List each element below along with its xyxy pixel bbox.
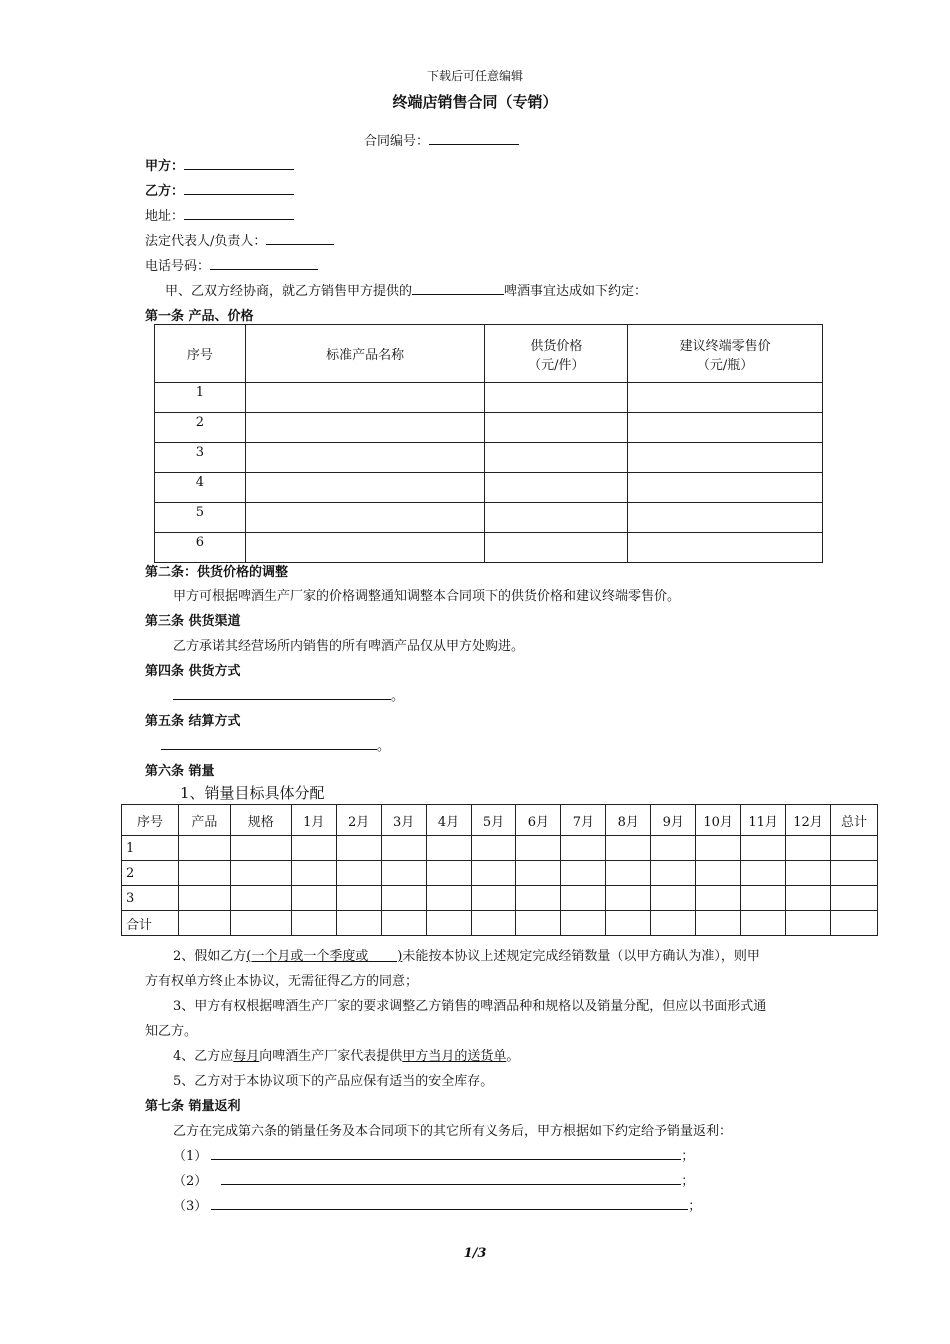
rebate-item-label: （3） — [173, 1199, 208, 1214]
cell[interactable] — [741, 861, 786, 886]
cell[interactable] — [471, 861, 516, 886]
row-number: 6 — [155, 533, 246, 563]
cell[interactable] — [336, 886, 381, 911]
retail-price-label: 建议终端零售价 — [679, 338, 771, 354]
cell[interactable] — [381, 861, 426, 886]
phone-line — [145, 255, 318, 274]
cell[interactable] — [381, 836, 426, 861]
cell[interactable] — [291, 911, 336, 936]
clause-6-4-end: 。 — [506, 1049, 520, 1064]
cell[interactable] — [831, 836, 878, 861]
contract-number — [364, 130, 519, 149]
phone-label: 电话号码： — [145, 259, 211, 274]
header-note: 下载后可任意编辑 — [426, 69, 523, 83]
header-month-3: 3月 — [381, 805, 426, 836]
cell[interactable] — [336, 911, 381, 936]
header-month-10: 10月 — [696, 805, 741, 836]
address-field[interactable] — [184, 205, 294, 220]
col-header-product-name: 标准产品名称 — [245, 325, 485, 383]
cell[interactable] — [291, 836, 336, 861]
party-b-label: 乙方： — [145, 184, 185, 199]
article-7-heading: 第七条 销量返利 — [145, 1099, 241, 1114]
clause-6-4-monthly: 每月 — [233, 1049, 260, 1064]
legal-rep-field[interactable] — [266, 230, 334, 245]
cell[interactable] — [516, 836, 561, 861]
cell[interactable] — [230, 836, 291, 861]
settlement-method-line — [161, 735, 390, 754]
cell[interactable] — [230, 861, 291, 886]
cell[interactable] — [230, 886, 291, 911]
cell[interactable] — [178, 836, 230, 861]
intro-before: 甲、乙双方经协商，就乙方销售甲方提供的 — [165, 284, 413, 299]
supply-price-cell[interactable] — [485, 533, 628, 563]
cell[interactable] — [561, 911, 606, 936]
cell[interactable] — [651, 836, 696, 861]
party-b-field[interactable] — [184, 180, 294, 195]
phone-field[interactable] — [210, 255, 318, 270]
rebate-item-label: （1） — [173, 1149, 208, 1164]
cell[interactable] — [786, 836, 831, 861]
cell[interactable] — [606, 886, 651, 911]
intro-paragraph — [165, 280, 647, 299]
cell[interactable] — [426, 836, 471, 861]
cell[interactable] — [561, 886, 606, 911]
party-b-line — [145, 180, 294, 199]
clause-6-2-rest: 未能按本协议上述规定完成经销数量（以甲方确认为准），则甲 — [402, 949, 760, 964]
row-label: 2 — [122, 861, 179, 886]
table-header-row — [155, 325, 823, 383]
cell[interactable] — [336, 861, 381, 886]
cell[interactable] — [831, 861, 878, 886]
cell[interactable] — [786, 886, 831, 911]
cell[interactable] — [606, 836, 651, 861]
clause-6-2-period: (一个月或一个季度或 ) — [246, 949, 403, 964]
party-a-line — [145, 155, 294, 174]
rebate-item-end: ； — [681, 1149, 695, 1164]
table-row — [155, 383, 823, 413]
cell[interactable] — [516, 886, 561, 911]
supply-price-cell[interactable] — [485, 473, 628, 503]
col-header-supply-price — [485, 325, 628, 383]
product-price-table — [154, 324, 823, 563]
cell[interactable] — [381, 886, 426, 911]
sales-target-subtitle: 1、销量目标具体分配 — [180, 784, 325, 802]
address-line — [145, 205, 294, 224]
supply-price-cell[interactable] — [485, 503, 628, 533]
contract-number-field[interactable] — [429, 130, 519, 145]
header-month-4: 4月 — [426, 805, 471, 836]
clause-6-4 — [173, 1045, 519, 1064]
article-3-text: 乙方承诺其经营场所内销售的所有啤酒产品仅从甲方处购进。 — [173, 639, 525, 654]
rebate-item-field[interactable] — [211, 1145, 681, 1160]
table-row — [122, 886, 878, 911]
header-month-2: 2月 — [336, 805, 381, 836]
page-title: 终端店销售合同（专销） — [392, 93, 558, 111]
product-name-cell[interactable] — [245, 443, 485, 473]
clause-6-4-start: 4、乙方应 — [173, 1049, 234, 1064]
cell[interactable] — [178, 911, 230, 936]
supply-price-unit: （元/件） — [528, 357, 585, 373]
header-month-11: 11月 — [741, 805, 786, 836]
contract-number-label: 合同编号： — [364, 134, 430, 149]
product-name-cell[interactable] — [245, 473, 485, 503]
supply-price-cell[interactable] — [485, 383, 628, 413]
supply-price-label: 供货价格 — [530, 338, 583, 354]
cell[interactable] — [606, 861, 651, 886]
table-row — [122, 836, 878, 861]
header-spec: 规格 — [230, 805, 291, 836]
row-number: 4 — [155, 473, 246, 503]
intro-beer-field[interactable] — [412, 280, 504, 295]
cell[interactable] — [426, 886, 471, 911]
cell[interactable] — [831, 886, 878, 911]
table-row — [155, 503, 823, 533]
header-month-1: 1月 — [291, 805, 336, 836]
cell[interactable] — [230, 911, 291, 936]
clause-6-3-line1: 3、甲方有权根据啤酒生产厂家的要求调整乙方销售的啤酒品种和规格以及销量分配，但应以书面形式通 — [173, 999, 767, 1014]
cell[interactable] — [606, 911, 651, 936]
article-7-text: 乙方在完成第六条的销量任务及本合同项下的其它所有义务后，甲方根据如下约定给予销量返利： — [173, 1124, 733, 1139]
header-total: 总计 — [831, 805, 878, 836]
cell[interactable] — [471, 911, 516, 936]
clause-6-2-line1 — [173, 945, 760, 964]
article-3-heading: 第三条 供货渠道 — [145, 614, 241, 629]
article-2-text: 甲方可根据啤酒生产厂家的价格调整通知调整本合同项下的供货价格和建议终端零售价。 — [173, 589, 681, 604]
retail-price-cell[interactable] — [628, 503, 823, 533]
cell[interactable] — [178, 861, 230, 886]
cell[interactable] — [516, 911, 561, 936]
rebate-item-end: ； — [688, 1199, 702, 1214]
cell[interactable] — [471, 836, 516, 861]
header-month-5: 5月 — [471, 805, 516, 836]
page-number: 1/3 — [463, 1246, 487, 1261]
article-1-heading: 第一条 产品、价格 — [145, 309, 254, 324]
header-product: 产品 — [178, 805, 230, 836]
retail-price-cell[interactable] — [628, 473, 823, 503]
cell[interactable] — [651, 911, 696, 936]
cell[interactable] — [786, 911, 831, 936]
cell[interactable] — [696, 911, 741, 936]
row-label: 3 — [122, 886, 179, 911]
cell[interactable] — [561, 836, 606, 861]
retail-price-cell[interactable] — [628, 383, 823, 413]
article-5-heading: 第五条 结算方式 — [145, 714, 241, 729]
cell[interactable] — [651, 886, 696, 911]
table-row — [155, 533, 823, 563]
cell[interactable] — [696, 861, 741, 886]
cell[interactable] — [516, 861, 561, 886]
rebate-item-2 — [173, 1170, 694, 1189]
clause-6-2-line2: 方有权单方终止本协议，无需征得乙方的同意； — [145, 974, 419, 989]
settlement-method-end: 。 — [377, 739, 391, 754]
legal-rep-label: 法定代表人/负责人： — [145, 234, 267, 249]
product-name-cell[interactable] — [245, 503, 485, 533]
clause-6-4-mid: 向啤酒生产厂家代表提供 — [259, 1049, 403, 1064]
table-row-total — [122, 911, 878, 936]
article-6-heading: 第六条 销量 — [145, 764, 215, 779]
header-month-7: 7月 — [561, 805, 606, 836]
supply-price-cell[interactable] — [485, 413, 628, 443]
table-row — [155, 413, 823, 443]
header-month-12: 12月 — [786, 805, 831, 836]
clause-6-3-line2: 知乙方。 — [145, 1024, 198, 1039]
cell[interactable] — [741, 836, 786, 861]
cell[interactable] — [291, 861, 336, 886]
table-row — [122, 861, 878, 886]
col-header-retail-price — [628, 325, 823, 383]
table-row — [155, 473, 823, 503]
sales-table-header — [122, 805, 878, 836]
settlement-method-field[interactable] — [161, 735, 377, 750]
cell[interactable] — [741, 886, 786, 911]
clause-6-4-delivery-note: 甲方当月的送货单 — [402, 1049, 507, 1064]
retail-price-cell[interactable] — [628, 443, 823, 473]
rebate-item-3 — [173, 1195, 701, 1214]
cell[interactable] — [786, 861, 831, 886]
retail-price-cell[interactable] — [628, 533, 823, 563]
rebate-item-label: （2） — [173, 1174, 208, 1189]
party-a-field[interactable] — [184, 155, 294, 170]
supply-price-cell[interactable] — [485, 443, 628, 473]
address-label: 地址： — [145, 209, 185, 224]
cell[interactable] — [178, 886, 230, 911]
supply-method-field[interactable] — [173, 685, 391, 700]
cell[interactable] — [426, 861, 471, 886]
table-row — [155, 443, 823, 473]
header-no: 序号 — [122, 805, 179, 836]
rebate-item-field[interactable] — [211, 1195, 688, 1210]
cell[interactable] — [651, 861, 696, 886]
article-4-heading: 第四条 供货方式 — [145, 664, 241, 679]
legal-rep-line — [145, 230, 334, 249]
article-2-heading: 第二条：供货价格的调整 — [145, 565, 289, 580]
supply-method-line — [173, 685, 404, 704]
cell[interactable] — [291, 886, 336, 911]
row-number: 5 — [155, 503, 246, 533]
cell[interactable] — [336, 836, 381, 861]
rebate-item-1 — [173, 1145, 694, 1164]
col-header-no: 序号 — [155, 325, 246, 383]
header-month-6: 6月 — [516, 805, 561, 836]
cell[interactable] — [831, 911, 878, 936]
header-month-8: 8月 — [606, 805, 651, 836]
rebate-item-end: ； — [681, 1174, 695, 1189]
clause-6-5: 5、乙方对于本协议项下的产品应保有适当的安全库存。 — [173, 1074, 494, 1089]
row-number: 1 — [155, 383, 246, 413]
rebate-item-field[interactable] — [221, 1170, 681, 1185]
product-name-cell[interactable] — [245, 383, 485, 413]
clause-6-2-start: 2、假如乙方 — [173, 949, 247, 964]
cell[interactable] — [696, 886, 741, 911]
cell[interactable] — [426, 911, 471, 936]
header-month-9: 9月 — [651, 805, 696, 836]
row-number: 3 — [155, 443, 246, 473]
product-name-cell[interactable] — [245, 533, 485, 563]
sales-target-table — [121, 804, 878, 936]
row-label: 合计 — [122, 911, 179, 936]
row-number: 2 — [155, 413, 246, 443]
cell[interactable] — [381, 911, 426, 936]
supply-method-end: 。 — [391, 689, 405, 704]
retail-price-unit: （元/瓶） — [696, 357, 754, 373]
cell[interactable] — [696, 836, 741, 861]
product-name-cell[interactable] — [245, 413, 485, 443]
cell[interactable] — [741, 911, 786, 936]
party-a-label: 甲方： — [145, 159, 185, 174]
retail-price-cell[interactable] — [628, 413, 823, 443]
row-label: 1 — [122, 836, 179, 861]
intro-after: 啤酒事宜达成如下约定： — [504, 284, 648, 299]
cell[interactable] — [471, 886, 516, 911]
cell[interactable] — [561, 861, 606, 886]
